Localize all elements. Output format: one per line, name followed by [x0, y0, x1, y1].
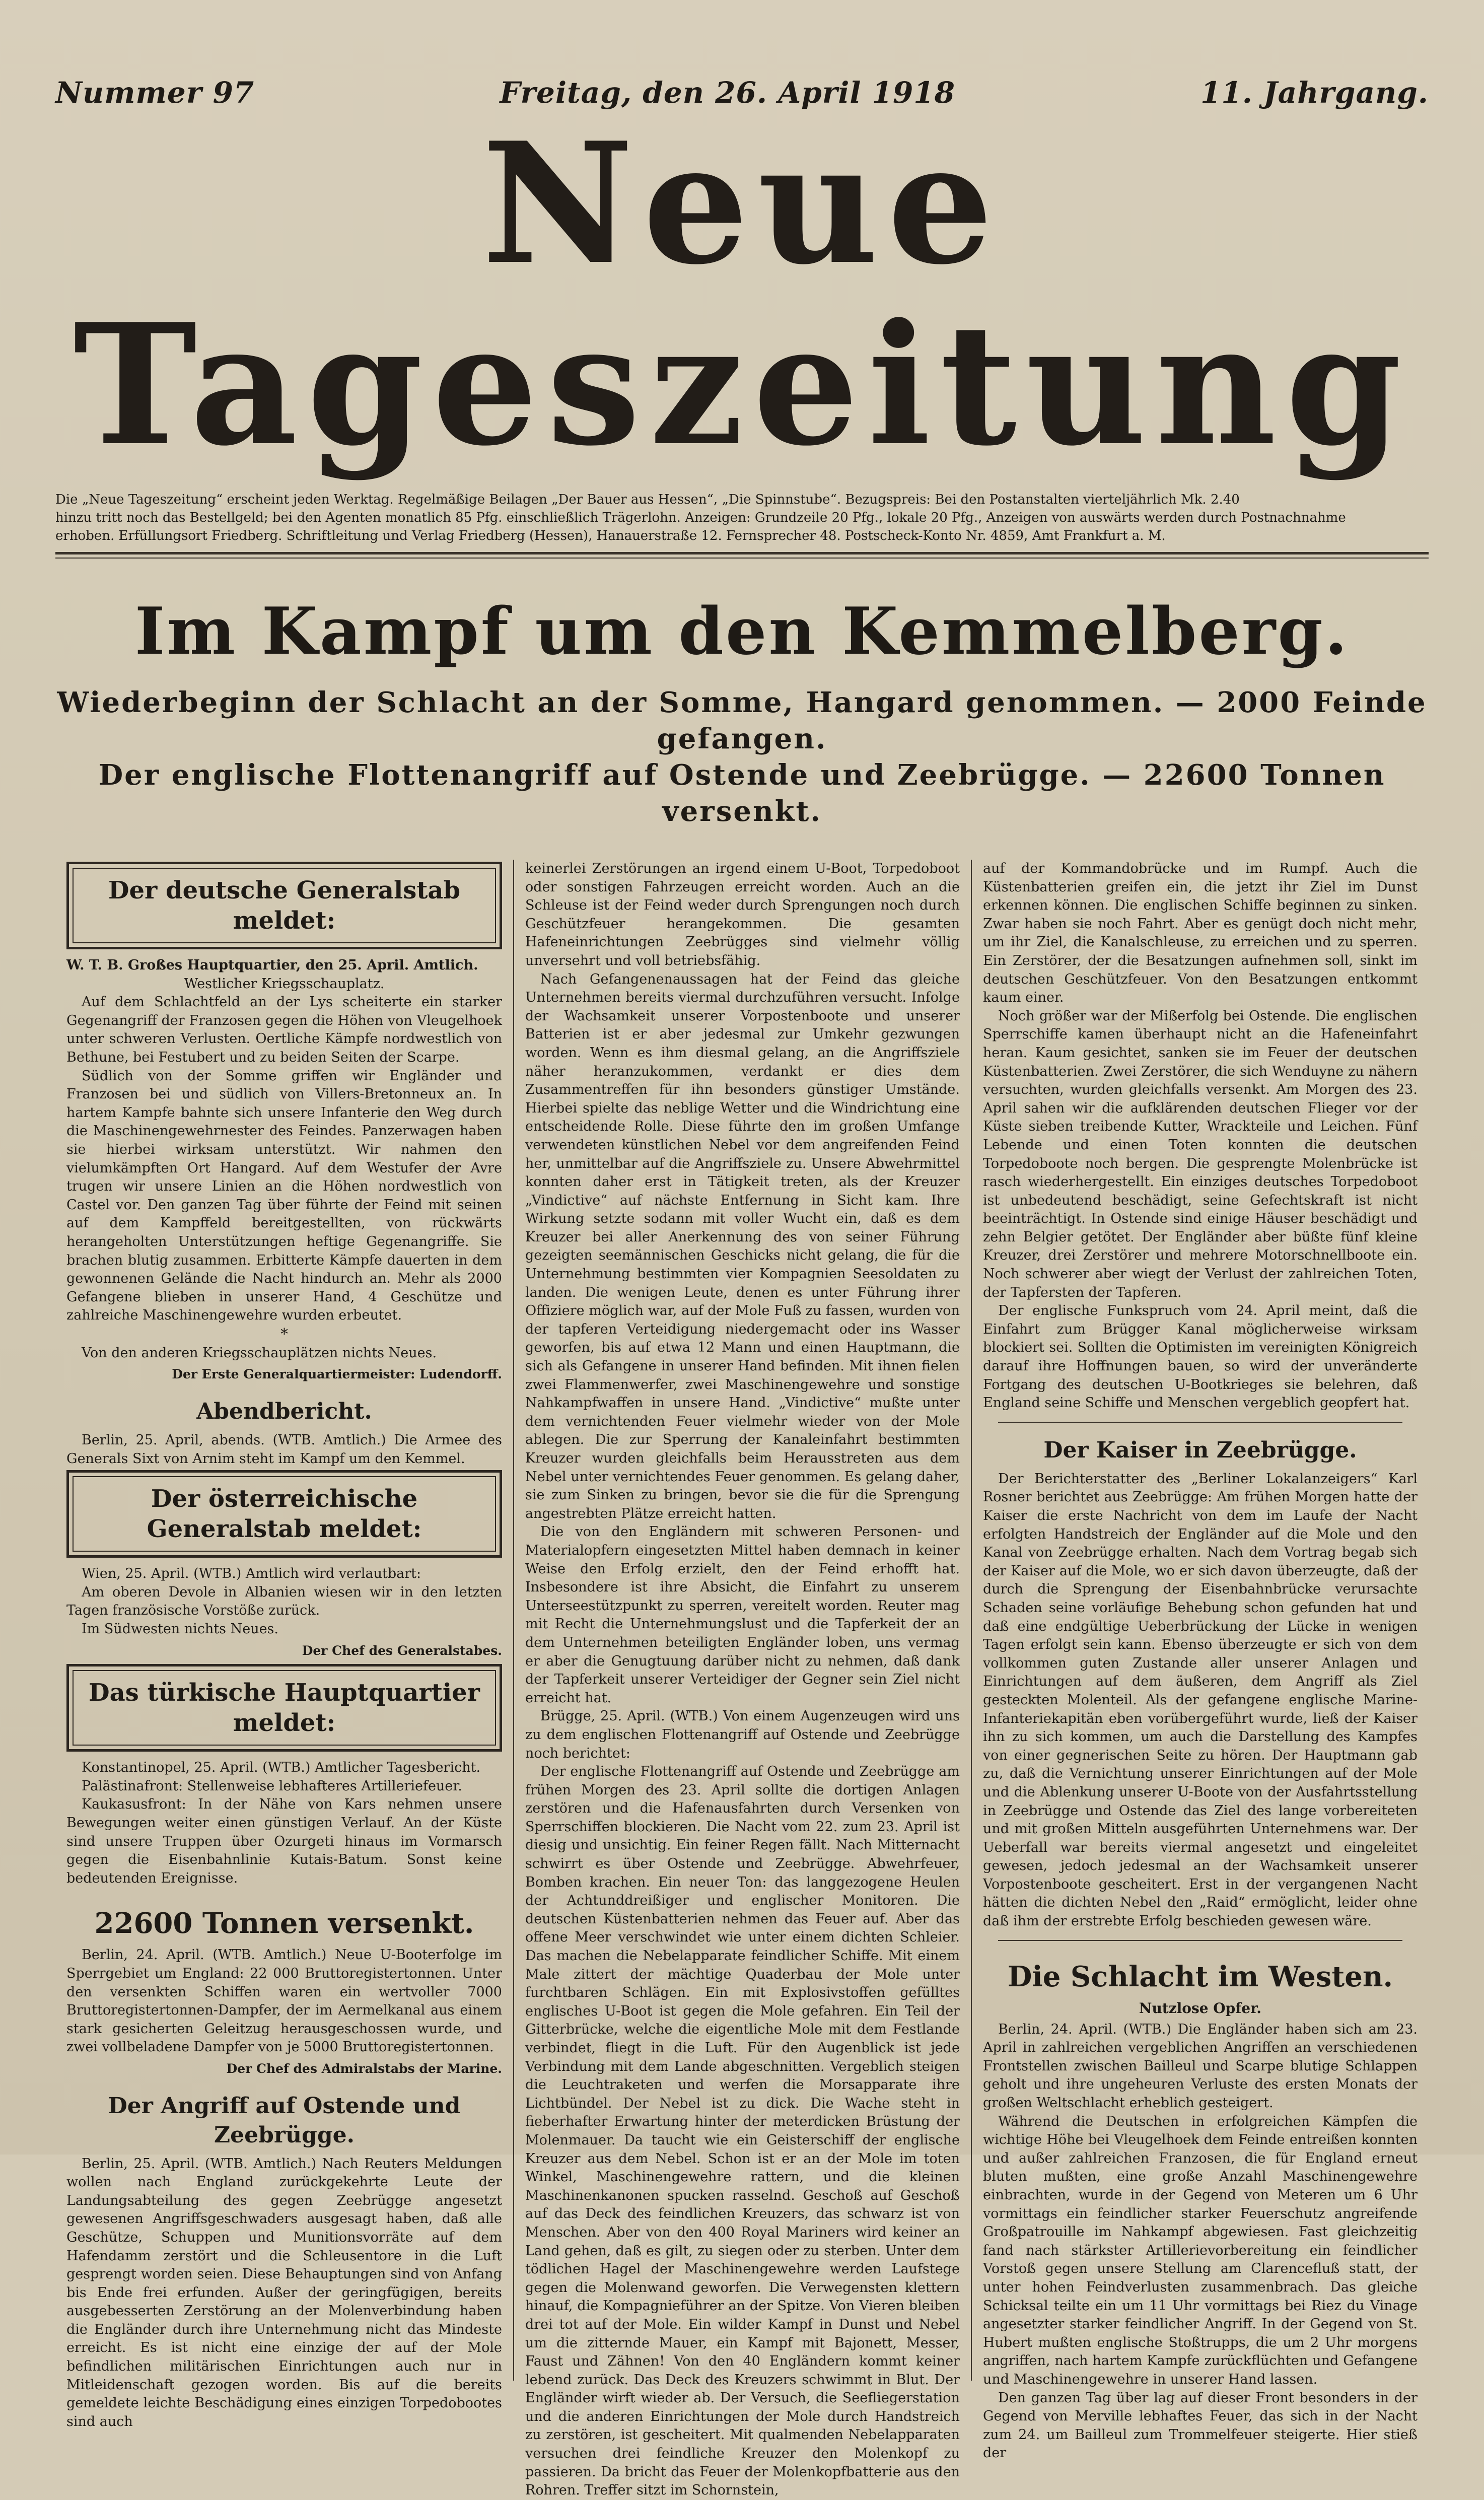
column-2 [513, 860, 971, 2498]
paragraph: Noch größer war der Mißerfolg bei Ostende. Die englischen Sperrschiffe kamen überhaupt nicht an die Hafeneinfahrt heran. Kaum gesichtet, sanken sie im Feuer der deutschen Küstenbatterien. Zwei Zerstörer, die sich Wenduyne zu nähern versuchten, wurden gleichfalls versenkt. Am Morgen des 23. April sahen wir die aufklärenden deutschen Flieger vor der Küste sieben treibende Kutter, Wrackteile und Leichen. Fünf Lebende und einen Toten konnten die deutschen Torpedoboote noch bergen. Die gesprengte Molenbrücke ist rasch wiederhergestellt. Ein einziges deutsches Torpedoboot ist unbedeutend beschädigt, seine Gefechtskraft ist nicht beeinträchtigt. In Ostende sind einige Häuser beschädigt und zehn Belgier getötet. Der Engländer aber büßte fünf kleine Kreuzer, drei Zerstörer und mehrere Motorschnellboote ein. Noch schwerer aber wiegt der Verlust der zahlreichen Toten, der Tapfersten der Tapferen. [982, 1008, 1418, 1300]
paragraph: Am oberen Devole in Albanien wiesen wir in den letzten Tagen französische Vorstöße zurück. [66, 1584, 502, 1619]
imprint-line-1: Die „Neue Tageszeitung“ erscheint jeden Werktag. Regelmäßige Beilagen „Der Bauer aus Hessen“, „Die Spinnstube“. Bezugspreis: Bei den Postanstalten vierteljährlich Mk. 2.40 [55, 492, 1240, 507]
tonnage-heading: 22600 Tonnen versenkt. [94, 1907, 474, 1940]
signature: Der Chef des Generalstabes. [302, 1643, 502, 1658]
paragraph: Die von den Engländern mit schweren Personen- und Materialopfern eingesetzten Mittel haben demnach in keiner Weise den Erfolg erzielt, den der Feind erhofft hat. Insbesondere ist ihre Absicht, die Einfahrt zu unserem Unterseestützpunkt zu sperren, vereitelt worden. Reuter mag mit Recht die Unternehmungslust und die Tapferkeit der an dem Unternehmen beteiligten Engländer loben, uns vermag er aber die Genugtuung darüber nicht zu nehmen, daß dank der Tapferkeit unserer Verteidiger der Gegner sein Ziel nicht erreicht hat. [525, 1524, 960, 1706]
main-headline: Im Kampf um den Kemmelberg. [134, 594, 1350, 669]
paragraph: Auf dem Schlachtfeld an der Lys scheiterte ein starker Gegenangriff der Franzosen gegen die Höhen von Vleugelhoek unter schweren Verlusten. Oertliche Kämpfe nordwestlich von Bethune, bei Festubert und zu beiden Seiten der Scarpe. [66, 994, 502, 1065]
divider [998, 1422, 1402, 1423]
west-battle-heading: Die Schlacht im Westen. [1007, 1960, 1393, 1993]
section-label: Westlicher Kriegsschauplatz. [184, 976, 385, 992]
evening-report-heading: Abendbericht. [196, 1399, 372, 1425]
paragraph: Berlin, 24. April. (WTB.) Die Engländer haben sich am 23. April in zahlreichen vergeblichen Angriffen an verschiedenen Frontstellen zwischen Bailleul und Scarpe blutige Schlappen geholt und ihre ungeheuren Verluste des ersten Monats der großen Weltschlacht erheblich gesteigert. [982, 2021, 1418, 2111]
paragraph: Berlin, 25. April. (WTB. Amtlich.) Nach Reuters Meldungen wollen nach England zurückgekehrte Leute der Landungsabteilung des gegen Zeebrügge angesetzt gewesenen Angriffsgeschwaders ausgesagt haben, daß alle Geschütze, Schuppen und Munitionsvorräte auf dem Hafendamm zerstört und die Schleusentore in die Luft gesprengt worden seien. Diese Behauptungen sind von Anfang bis Ende frei erfunden. Außer der geringfügigen, bereits ausgebesserten Zerstörung an der Molenverbindung haben die Engländer durch ihre Unternehmung nicht das Mindeste erreicht. Es ist nicht eine einzige der auf der Mole befindlichen militärischen Einrichtungen auch nur in Mitleidenschaft gezogen worden. Bis auf die bereits gemeldete leichte Beschädigung eines einzigen Torpedobootes sind auch [66, 2156, 502, 2429]
issue-date: Freitag, den 26. April 1918 [500, 76, 956, 110]
paragraph: Konstantinopel, 25. April. (WTB.) Amtlicher Tagesbericht. [82, 1760, 481, 1776]
paragraph: Der Berichterstatter des „Berliner Lokalanzeigers“ Karl Rosner berichtet aus Zeebrügge: Am frühen Morgen hatte der Kaiser die erste Nachricht von dem im Laufe der Nacht erfolgten Handstreich der Engländer auf die Mole und den Kanal von Zeebrügge erhalten. Nach dem Vortrag begab sich der Kaiser auf die Mole, wo er sich davon überzeugte, daß der durch die Sprengung der Eisenbahnbrücke verursachte Schaden seine vorläufige Behebung schon gefunden hat und daß eine endgültige Ueberbrückung der Lücke in wenigen Tagen erfolgt sein kann. Ebenso überzeugte er sich von dem vollkommen guten Zustande aller unserer Anlagen und Einrichtungen auf dem äußeren, dem Angriff als Ziel gesteckten Molenteil. Als der gefangene englische Marine-Infanteriekapitän eben vorübergeführt wurde, ließ der Kaiser ihn zu sich kommen, um auch die Darstellung des Kampfes von einer gegnerischen Seite zu hören. Der Hauptmann gab zu, daß die Vernichtung unserer Einrichtungen auf der Mole und die Ablenkung unserer U-Boote von der Ausfahrtsstellung in Zeebrügge und Ostende das Ziel des lange vorbereiteten und mit großen Mitteln ausgeführten Unternehmens war. Der Ueberfall war bereits viermal angesetzt und eingeleitet gewesen, jedoch jedesmal an der Wachsamkeit unserer Vorpostenboote gescheitert. Erst in der vergangenen Nacht hätten die dichten Nebel den „Raid“ ermöglicht, leider ohne daß ihm der erstrebte Erfolg beschieden gewesen wäre. [982, 1471, 1418, 1929]
paragraph: Der englische Funkspruch vom 24. April meint, daß die Einfahrt zum Brügger Kanal möglicherweise wirksam blockiert sei. Sollten die Optimisten im vereinigten Königreich darauf ihre Hoffnungen bauen, so wird der unveränderte Fortgang des deutschen U-Bootkrieges sie belehren, daß England seine Schiffe und Menschen vergeblich geopfert hat. [982, 1303, 1418, 1411]
turkish-hq-box-heading: Das türkische Hauptquartier meldet: [66, 1664, 502, 1752]
column-3 [971, 860, 1429, 2461]
issue-number: Nummer 97 [55, 76, 255, 110]
paragraph: Während die Deutschen in erfolgreichen Kämpfen die wichtige Höhe bei Vleugelhoek dem Feinde entreißen konnten und außer zahlreichen Franzosen, die für England erneut bluten mußten, eine große Anzahl Maschinengewehre einbrachten, wurde in der Gegend von Meteren um 6 Uhr vormittags ein feindlicher starker Feuerschutz angreifende Großpatrouille im Nahkampf abgewiesen. Fast gleichzeitig fand nach stärkster Artillerievorbereitung ein feindlicher Vorstoß gegen unsere Stellung am Clarencefluß statt, der unter hohen Feindverlusten zusammenbrach. Das gleiche Schicksal teilte ein um 11 Uhr vormittags bei Riez du Vinage angesetzter starker feindlicher Angriff. In der Gegend von St. Hubert mußten englische Stoßtrupps, die um 2 Uhr morgens angriffen, nach hartem Kampfe zurückflüchten und Gefangene und Maschinengewehre in unserer Hand lassen. [982, 2113, 1418, 2387]
imprint [55, 491, 1429, 554]
header-divider [55, 558, 1429, 559]
paragraph: Kaukasusfront: In der Nähe von Kars nehmen unsere Bewegungen weiter einen günstigen Verlauf. An der Küste sind unsere Truppen über Ozurgeti hinaus im Vormarsch gegen die Eisenbahnlinie Kutais-Batum. Sonst keine bedeutenden Ereignisse. [66, 1796, 502, 1886]
subheadline-2: Der englische Flottenangriff auf Ostende und Zeebrügge. — 22600 Tonnen versenkt. [98, 758, 1386, 828]
separator-star: * [280, 1325, 288, 1343]
subheadline-1: Wiederbeginn der Schlacht an der Somme, Hangard genommen. — 2000 Feinde gefangen. [57, 686, 1427, 755]
paragraph: Den ganzen Tag über lag auf dieser Front besonders in der Gegend von Merville lebhaftes Feuer, das sich in der Nacht zum 24. um Bailleul zum Trommelfeuer steigerte. Hier stieß der [982, 2390, 1418, 2461]
west-battle-subtitle: Nutzlose Opfer. [1139, 1999, 1262, 2017]
paragraph: Brügge, 25. April. (WTB.) Von einem Augenzeugen wird uns zu dem englischen Flottenangriff auf Ostende und Zeebrügge noch berichtet: [525, 1708, 960, 1761]
attack-heading: Der Angriff auf Ostende und Zeebrügge. [108, 2093, 461, 2148]
article-columns [55, 860, 1429, 2498]
imprint-line-3: erhoben. Erfüllungsort Friedberg. Schriftleitung und Verlag Friedberg (Hessen), Hanauerstraße 12. Fernsprecher 48. Postscheck-Konto Nr. 4859, Amt Frankfurt a. M. [55, 528, 1166, 543]
divider [998, 1940, 1402, 1941]
kaiser-heading: Der Kaiser in Zeebrügge. [1043, 1437, 1357, 1463]
paragraph: Berlin, 25. April, abends. (WTB. Amtlich.) Die Armee des Generals Sixt von Arnim steht im Kampf um den Kemmel. [66, 1432, 502, 1467]
paragraph: Von den anderen Kriegsschauplätzen nichts Neues. [82, 1345, 437, 1361]
austrian-staff-box-heading: Der österreichische Generalstab meldet: [66, 1470, 502, 1558]
signature: Der Erste Generalquartiermeister: Ludendorff. [172, 1367, 502, 1382]
column-1 [55, 860, 513, 2429]
german-staff-box-heading: Der deutsche Generalstab meldet: [66, 862, 502, 949]
paragraph: Wien, 25. April. (WTB.) Amtlich wird verlautbart: [82, 1566, 421, 1582]
imprint-line-2: hinzu tritt noch das Bestellgeld; bei den Agenten monatlich 85 Pfg. einschließlich Trägerlohn. Anzeigen: Grundzeile 20 Pfg., lokale 20 Pfg., Anzeigen von auswärts werden durch Postnachnahme [55, 510, 1346, 525]
paragraph: Berlin, 24. April. (WTB. Amtlich.) Neue U-Booterfolge im Sperrgebiet um England: 22 000 Bruttoregistertonnen. Unter den versenkten Schiffen waren ein wertvoller 7000 Bruttoregistertonnen-Dampfer, der im Aermelkanal aus einem stark gesicherten Geleitzug herausgeschossen wurde, und zwei vollbeladene Dampfer von je 5000 Bruttoregistertonnen. [66, 1947, 502, 2055]
paragraph: keinerlei Zerstörungen an irgend einem U-Boot, Torpedoboot oder sonstigen Fahrzeugen erreicht worden. Auch an die Schleuse ist der Feind weder durch Sprengungen noch durch Geschützfeuer herangekommen. Die gesamten Hafeneinrichtungen Zeebrügges sind vielmehr völlig unversehrt und voll betriebsfähig. [525, 861, 960, 968]
signature: Der Chef des Admiralstabs der Marine. [226, 2061, 502, 2076]
paragraph: Der englische Flottenangriff auf Ostende und Zeebrügge am frühen Morgen des 23. April sollte die dortigen Anlagen zerstören und die Hafenausfahrten durch Versenken von Sperrschiffen blockieren. Die Nacht vom 22. zum 23. April ist diesig und unsichtig. Ein feiner Regen fällt. Nach Mitternacht schwirrt es über Ostende und Zeebrügge. Abwehrfeuer, Bomben krachen. Ein neuer Ton: das langgezogene Heulen der Achtunddreißiger und englischer Monitoren. Die deutschen Küstenbatterien nehmen das Feuer auf. Aber das offene Meer verschwindet wie unter einem dichten Schleier. Das machen die Nebelapparate feindlicher Schiffe. Mit einem Male zittert der mächtige Quaderbau der Mole unter furchtbaren Schlägen. Ein mit Explosivstoffen gefülltes englisches U-Boot ist gegen die Mole gefahren. Ein Teil der Gitterbrücke, welche die eigentliche Mole mit dem Festlande verbindet, fliegt in die Luft. Für den Augenblick ist jede Verbindung mit dem Lande abgeschnitten. Vergeblich steigen die Leuchtraketen und werfen die Morsapparate ihre Lichtbündel. Der Nebel ist zu dick. Die Wache steht in fieberhafter Erwartung hinter der meterdicken Brüstung der Molenmauer. Da taucht wie ein Geisterschiff der englische Kreuzer aus dem Nebel. Schon ist er an der Mole im toten Winkel, Maschinengewehre rattern, und die kleinen Maschinenkanonen spucken rasselnd. Geschoß auf Geschoß auf das Deck des feindlichen Kreuzers, das schwarz ist von Menschen. Aber von den 400 Royal Mariners wird keiner an Land gehen, daß es gilt, zu siegen oder zu sterben. Unter dem tödlichen Hagel der Maschinengewehre werden Laufstege gegen die Molenwand geworfen. Die Verwegensten klettern hinauf, die Kompagnieführer an der Spitze. Von Vieren bleiben drei tot auf der Mole. Ein wilder Kampf in Dunst und Nebel um die zitternde Mauer, ein Kampf mit Bajonett, Messer, Faust und Zähnen! Von den 40 Engländern kommt keiner lebend zurück. Das Deck des Kreuzers schwimmt in Blut. Der Engländer wirft wieder ab. Der Versuch, die Seefliegerstation und die anderen Einrichtungen der Mole durch Handstreich zu zerstören, ist gescheitert. Mit qualmenden Nebelapparaten versuchen drei feindliche Kreuzer den Molenkopf zu passieren. Da bricht das Feuer der Molenkopfbatterie aus den Rohren. Treffer sitzt im Schornstein, [525, 1764, 960, 2498]
paragraph: auf der Kommandobrücke und im Rumpf. Auch die Küstenbatterien greifen ein, die jetzt ihr Ziel im Dunst erkennen können. Die englischen Schiffe beginnen zu sinken. Zwar haben sie noch Fahrt. Aber es genügt doch nicht mehr, um ihr Ziel, die Kanalschleuse, zu erreichen und zu sperren. Ein Zerstörer, der die Besatzungen aufnehmen soll, sinkt im deutschen Geschützfeuer. Von den Besatzungen entkommt kaum einer. [982, 861, 1418, 1006]
masthead-title: Neue Tageszeitung [73, 106, 1411, 482]
paragraph: Nach Gefangenenaussagen hat der Feind das gleiche Unternehmen bereits viermal durchzuführen versucht. Infolge der Wachsamkeit unserer Vorpostenboote und unserer Batterien ist er aber jedesmal zur Umkehr gezwungen worden. Wenn es ihm diesmal gelang, an die Angriffsziele näher heranzukommen, verdankt er dies dem Zusammentreffen für ihn besonders günstiger Umstände. Hierbei spielte das neblige Wetter und die Windrichtung eine entscheidende Rolle. Diese führte den im großen Umfange verwendeten künstlichen Nebel vor dem angreifenden Feind her, unmittelbar auf die Angriffsziele zu. Unsere Abwehrmittel konnten daher erst in Tätigkeit treten, als der Kreuzer „Vindictive“ auf nächste Entfernung in Sicht kam. Ihre Wirkung setzte sodann mit voller Wucht ein, daß es dem Kreuzer bei aller Anerkennung des von seiner Führung gezeigten seemännischen Geschicks nicht gelang, die für die Unternehmung bestimmten vier Kompagnien Seesoldaten zu landen. Die wenigen Leute, denen es unter Führung ihrer Offiziere möglich war, auf der Mole Fuß zu fassen, wurden von der tapferen Verteidigung niedergemacht oder ins Wasser geworfen, bis auf etwa 12 Mann und einen Hauptmann, die sich als Gefangene in unserer Hand befinden. Mit ihnen fielen zwei Flammenwerfer, zwei Maschinengewehre und sonstige Nahkampfwaffen in unsere Hand. „Vindictive“ mußte unter dem vernichtenden Feuer vielmehr wieder von der Mole ablegen. Die zur Sperrung der Kanaleinfahrt bestimmten Kreuzer wurden gleichfalls beim Herausstreten aus dem Nebel unter vernichtendes Feuer genommen. Es gelang daher, sie zum Sinken zu bringen, bevor sie die für die Sprengung angestrebten Plätze erreicht hatten. [525, 971, 960, 1521]
header-topline [55, 76, 1429, 110]
dateline: W. T. B. Großes Hauptquartier, den 25. April. Amtlich. [66, 957, 478, 973]
paragraph: Palästinafront: Stellenweise lebhafteres Artilleriefeuer. [82, 1778, 462, 1794]
issue-year: 11. Jahrgang. [1200, 76, 1429, 110]
paragraph: Im Südwesten nichts Neues. [82, 1621, 278, 1637]
paragraph: Südlich von der Somme griffen wir Engländer und Franzosen bei und südlich von Villers-Bretonneux an. In hartem Kampfe bahnte sich unsere Infanterie den Weg durch die Maschinengewehrnester des Feindes. Panzerwagen haben sie hierbei wirksam unterstützt. Wir nahmen den vielumkämpften Ort Hangard. Auf dem Westufer der Avre trugen wir unsere Linien an die Höhen nordwestlich von Castel vor. Den ganzen Tag über führte der Feind mit seinen auf dem Kampffeld bereitgestellten, von rückwärts herangeholten Unterstützungen heftige Gegenangriffe. Sie brachen blutig zusammen. Erbitterte Kämpfe dauerten in dem gewonnenen Gelände die Nacht hindurch an. Mehr als 2000 Gefangene blieben in unserer Hand, 4 Geschütze und zahlreiche Maschinengewehre wurden erbeutet. [66, 1068, 502, 1324]
